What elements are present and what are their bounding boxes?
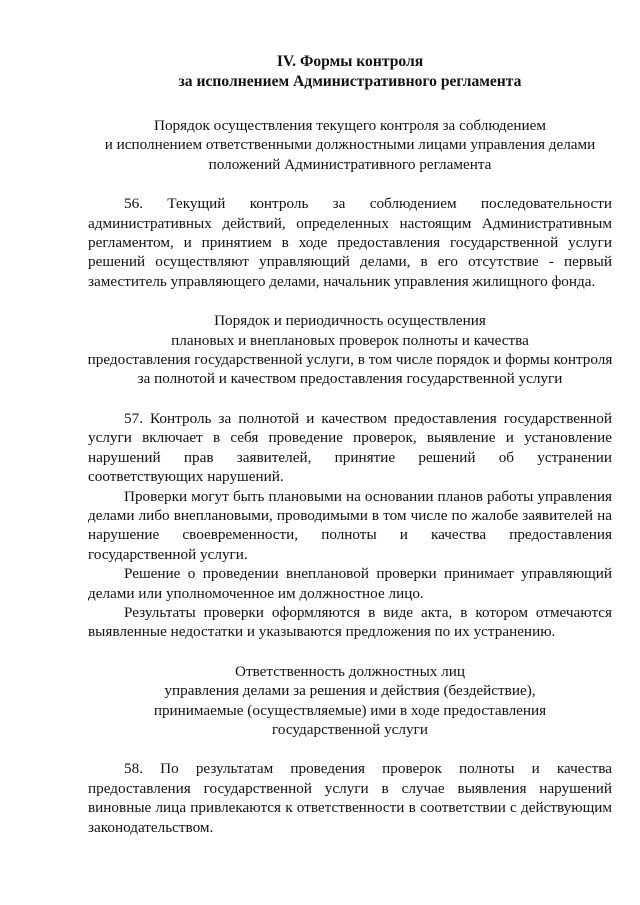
paragraph-57: 57. Контроль за полнотой и качеством предоставления государственной услуги включает в себя проведение проверок, выявление и установление нарушений прав заявителей, принятие решений об устранении соответствующих нарушений. (88, 409, 612, 486)
subsection-heading-line: и исполнением ответственными должностными лицами управления делами (104, 136, 596, 154)
paragraph: Проверки могут быть плановыми на основании планов работы управления делами либо внеплановыми, проводимыми в том числе по жалобе заявителей на нарушение своевременности, полноты и качества предоставления государственной услуги. (88, 487, 612, 563)
section-title-line: за исполнением Административного регламента (178, 73, 522, 90)
subsection-heading (82, 311, 618, 389)
paragraph-58: 58. По результатам проведения проверок полноты и качества предоставления государственной услуги в случае выявления нарушений виновные лица привлекаются к ответственности в соответствии с действующим законодательством. (88, 760, 612, 836)
subsection-heading (82, 662, 618, 740)
paragraph-56: 56. Текущий контроль за соблюдением последовательности административных действий, определенных настоящим Административным регламентом, и принятием в ходе предоставления государственной услуги решений осуществляют управляющий делами, в его отсутствие - первый заместитель управляющего делами, начальник управления жилищного фонда. (88, 195, 612, 290)
subsection-heading-line: за полнотой и качеством предоставления государственной услуги (137, 370, 563, 388)
subsection-heading (82, 116, 618, 174)
subsection-heading-line: положений Административного регламента (208, 155, 492, 173)
subsection-heading-line: государственной услуги (272, 720, 428, 738)
paragraph: Результаты проверки оформляются в виде акта, в котором отмечаются выявленные недостатки и указываются предложения по их устранению. (88, 603, 612, 641)
subsection-heading-line: управления делами за решения и действия (бездействие), (164, 682, 536, 700)
section-title (88, 52, 612, 92)
paragraph: Решение о проведении внеплановой проверки принимает управляющий делами или уполномоченное им должностное лицо. (88, 565, 612, 602)
subsection-heading-line: Порядок осуществления текущего контроля за соблюдением (153, 117, 547, 134)
section-title-line: IV. Формы контроля (276, 53, 424, 70)
subsection-heading-line: плановых и внеплановых проверок полноты и качества (171, 331, 529, 349)
subsection-heading-line: предоставления государственной услуги, в том числе порядок и формы контроля (87, 351, 613, 369)
subsection-heading-line: принимаемые (осуществляемые) ими в ходе предоставления (153, 701, 547, 719)
subsection-heading-line: Ответственность должностных лиц (234, 662, 465, 680)
subsection-heading-line: Порядок и периодичность осуществления (214, 312, 486, 330)
document-page (88, 52, 612, 837)
